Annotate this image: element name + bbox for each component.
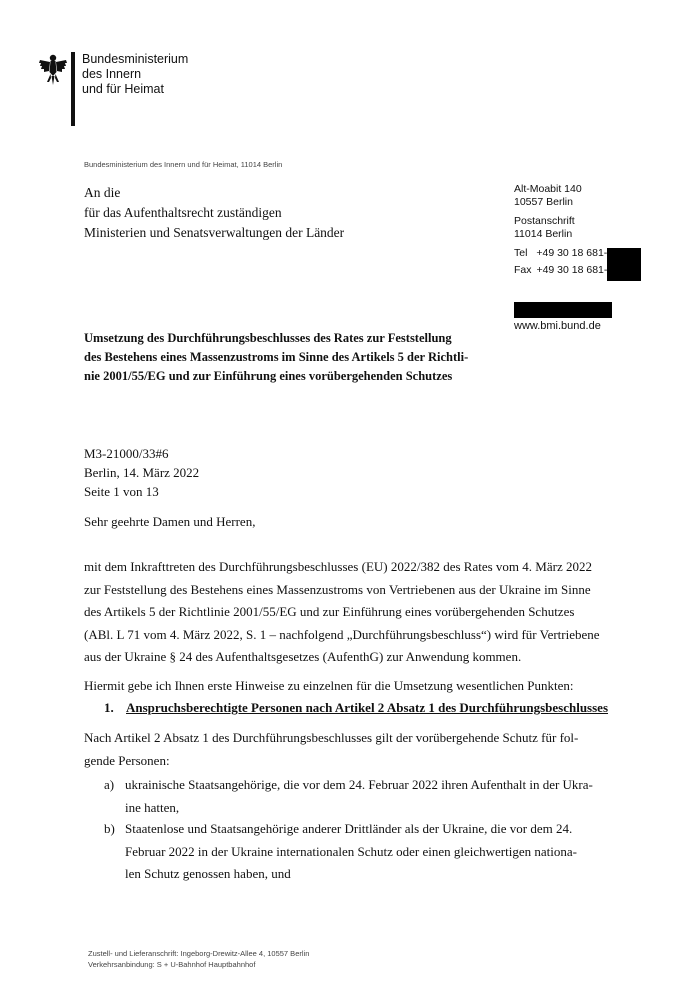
subject-line: Umsetzung des Durchführungsbeschlusses des Rates zur Feststellung xyxy=(84,331,452,345)
body-paragraph: Hiermit gebe ich Ihnen erste Hinweise zu einzelnen für die Umsetzung wesentlichen Punkten: xyxy=(84,678,574,693)
recipient-line: für das Aufenthaltsrecht zuständigen xyxy=(84,205,282,220)
federal-eagle-icon xyxy=(38,52,68,88)
footer-line: Verkehrsanbindung: S + U-Bahnhof Hauptbahnhof xyxy=(88,959,256,969)
section-title: Anspruchsberechtigte Personen nach Artikel 2 Absatz 1 des Durchführungsbeschlusses xyxy=(126,700,609,715)
list-marker: b) xyxy=(104,821,115,836)
logo-divider-bar xyxy=(71,52,75,126)
tel-label: Tel xyxy=(514,247,528,259)
section-number: 1. xyxy=(104,700,114,715)
paragraph-line: zur Feststellung des Bestehens eines Massenzustroms von Vertriebenen aus der Ukraine im Sinne xyxy=(84,581,591,597)
subject-heading xyxy=(84,329,504,386)
fax-row xyxy=(514,264,607,277)
reference-number: M3-21000/33#6 xyxy=(84,446,169,461)
page-footer xyxy=(88,949,309,970)
paragraph-line: (ABl. L 71 vom 4. März 2022, S. 1 – nachfolgend „Durchführungsbeschluss“) wird für Vertriebene xyxy=(84,626,600,642)
page-indicator: Seite 1 von 13 xyxy=(84,484,159,499)
section-heading xyxy=(104,700,608,716)
postal-city: 11014 Berlin xyxy=(514,228,573,240)
postal-label: Postanschrift xyxy=(514,215,575,227)
list-item-line: Staatenlose und Staatsangehörige anderer Drittländer als der Ukraine, die vor dem 24. xyxy=(125,821,573,836)
footer-line: Zustell- und Lieferanschrift: Ingeborg-Drewitz-Allee 4, 10557 Berlin xyxy=(88,949,310,958)
tel-value: +49 30 18 681- xyxy=(536,247,608,259)
list-item-line: len Schutz genossen haben, und xyxy=(125,866,291,881)
paragraph-line: mit dem Inkrafttreten des Durchführungsbeschlusses (EU) 2022/382 des Rates vom 4. März 2022 xyxy=(84,559,592,574)
recipient-address xyxy=(84,183,344,243)
letter-date: Berlin, 14. März 2022 xyxy=(84,465,200,480)
ministry-name-line: des Innern xyxy=(82,67,142,81)
body-paragraph xyxy=(84,727,578,772)
subject-line: nie 2001/55/EG und zur Einführung eines vorübergehenden Schutzes xyxy=(84,369,453,383)
body-paragraph xyxy=(84,556,604,669)
paragraph-line: gende Personen: xyxy=(84,752,170,768)
ministry-name-line: und für Heimat xyxy=(82,82,164,96)
address-street: Alt-Moabit 140 xyxy=(514,183,582,195)
website-link[interactable]: www.bmi.bund.de xyxy=(514,320,601,332)
ministry-name xyxy=(82,52,188,97)
address-city: 10557 Berlin xyxy=(514,196,573,208)
paragraph-line: Nach Artikel 2 Absatz 1 des Durchführungsbeschlusses gilt der vorübergehende Schutz für fol- xyxy=(84,730,579,745)
fax-label: Fax xyxy=(514,264,532,276)
paragraph-line: aus der Ukraine § 24 des Aufenthaltsgesetzes (AufenthG) zur Anwendung kommen. xyxy=(84,649,522,664)
list-marker: a) xyxy=(104,777,115,792)
list-item-line: Februar 2022 in der Ukraine internationalen Schutz oder einen gleichwertigen nationa- xyxy=(125,843,577,859)
paragraph-line: des Artikels 5 der Richtlinie 2001/55/EG und zur Einführung eines vorübergehenden Schutzes xyxy=(84,604,575,619)
recipient-line: An die xyxy=(84,185,121,200)
telephone-row xyxy=(514,247,607,260)
sender-return-address: Bundesministerium des Innern und für Heimat, 11014 Berlin xyxy=(84,160,283,169)
letter-meta xyxy=(84,444,199,501)
list-item-line: ine hatten, xyxy=(125,799,180,815)
salutation: Sehr geehrte Damen und Herren, xyxy=(84,514,256,529)
list-item-line: ukrainische Staatsangehörige, die vor dem 24. Februar 2022 ihren Aufenthalt in der Ukra- xyxy=(125,777,593,792)
subject-line: des Bestehens eines Massenzustroms im Sinne des Artikels 5 der Richtli- xyxy=(84,350,469,364)
ministry-name-line: Bundesministerium xyxy=(82,52,189,66)
fax-value: +49 30 18 681- xyxy=(536,264,608,276)
redaction-box xyxy=(514,302,612,318)
ministry-address-block xyxy=(514,183,607,277)
redaction-box xyxy=(607,248,641,281)
recipient-line: Ministerien und Senatsverwaltungen der Länder xyxy=(84,225,345,240)
